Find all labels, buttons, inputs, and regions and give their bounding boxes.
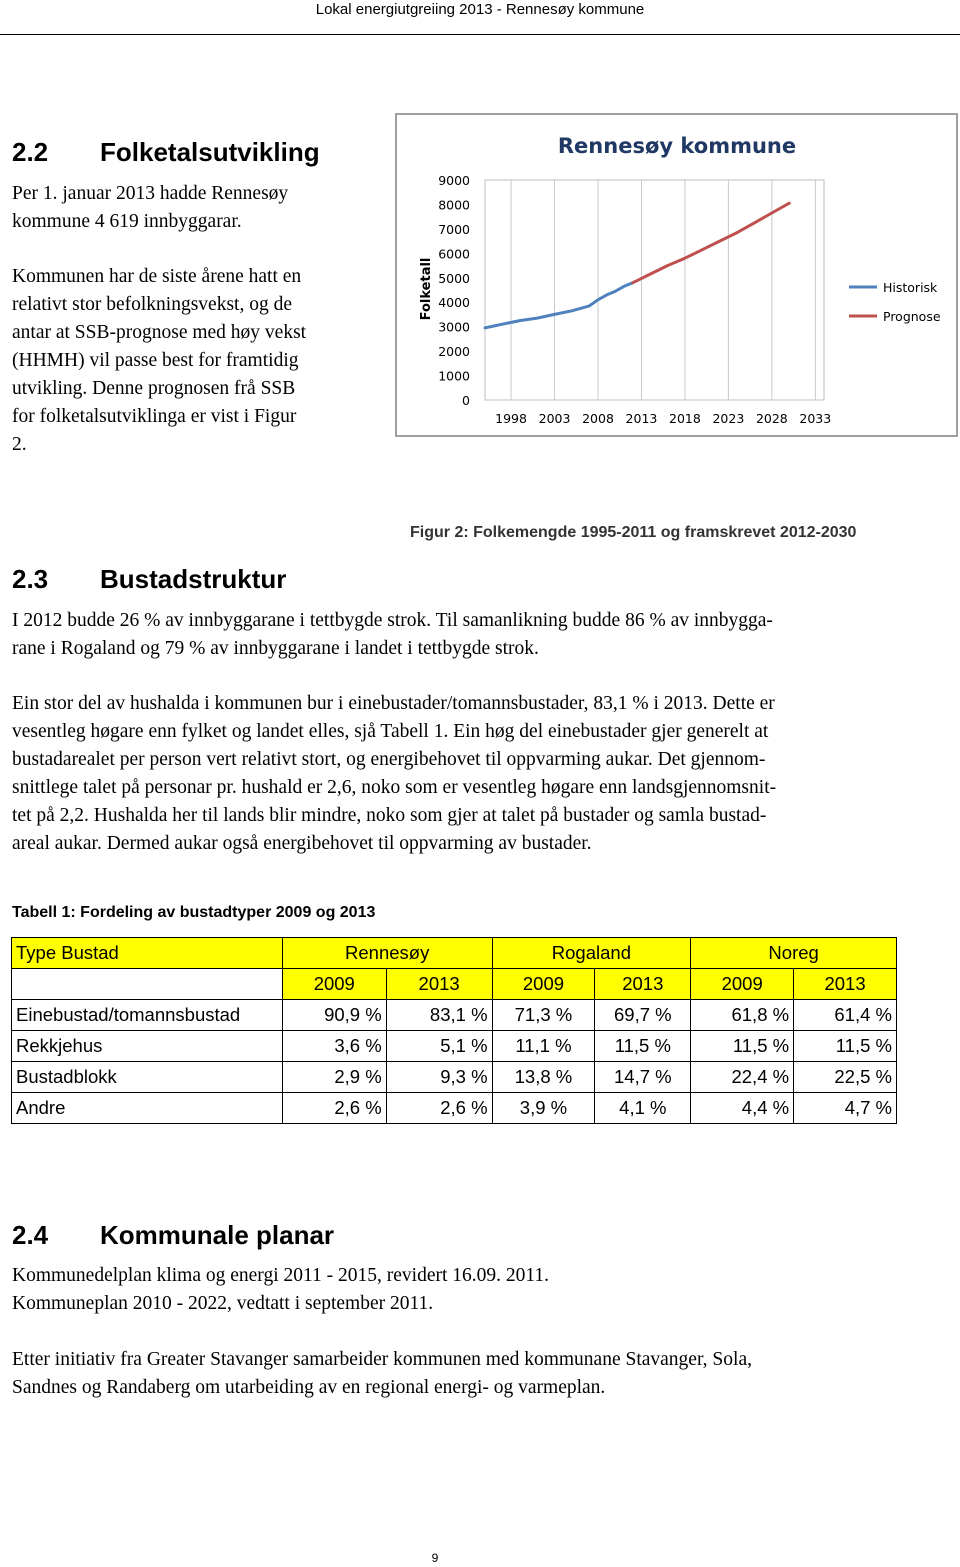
x-tick-label: 2013 <box>625 411 658 426</box>
section-2-4-para1 <box>12 1262 952 1318</box>
text-line: areal aukar. Dermed aukar også energibehovet til oppvarming av bustader. <box>12 833 592 854</box>
text-line: vesentleg høgare enn fylket og landet elles, sjå Tabell 1. Ein høg del einebustader gjer generelt at <box>12 721 769 742</box>
table-cell: 2,9 % <box>282 1062 386 1093</box>
figure-caption: Figur 2: Folkemengde 1995-2011 og framskrevet 2012-2030 <box>410 524 857 541</box>
chart-title: Rennesøy kommune <box>557 134 797 158</box>
section-2-3-para2 <box>12 690 952 858</box>
year-header: 2013 <box>595 969 691 1000</box>
text-line: Ein stor del av hushalda i kommunen bur i einebustader/tomannsbustader, 83,1 % i 2013. Dette er <box>12 693 775 714</box>
x-tick-label: 1998 <box>495 411 527 426</box>
table-cell: 11,5 % <box>595 1031 691 1062</box>
text-line: Etter initiativ fra Greater Stavanger samarbeider kommunen med kommunane Stavanger, Sola, <box>12 1349 752 1370</box>
section-title: Folketalsutvikling <box>100 137 320 167</box>
text-line: antar at SSB-prognose med høy vekst <box>12 322 307 343</box>
section-2-3-heading <box>12 564 286 595</box>
year-header: 2009 <box>691 969 794 1000</box>
table-cell: 11,1 % <box>492 1031 595 1062</box>
y-tick-label: 7000 <box>438 221 470 237</box>
y-tick-label: 2000 <box>438 344 470 360</box>
empty-cell <box>12 969 283 1000</box>
table-cell: 5,1 % <box>386 1031 492 1062</box>
table-cell: 4,1 % <box>595 1093 691 1124</box>
region-header: Noreg <box>691 938 897 969</box>
header-rule <box>0 34 960 35</box>
text-line: snittlege talet på personar pr. hushald er 2,6, noko som er vesentleg høgare enn landsgjennomsnit- <box>12 777 777 798</box>
section-2-2-para2 <box>12 263 387 459</box>
table-cell: 9,3 % <box>386 1062 492 1093</box>
table-year-row <box>12 969 897 1000</box>
text-line: relativt stor befolkningsvekst, og de <box>12 294 292 315</box>
table-row <box>12 1093 897 1124</box>
section-number: 2.3 <box>12 564 49 594</box>
text-line: utvikling. Denne prognosen frå SSB <box>12 378 296 399</box>
table-cell: 22,4 % <box>691 1062 794 1093</box>
section-2-4-heading <box>12 1220 334 1251</box>
table-row <box>12 1000 897 1031</box>
y-tick-label: 0 <box>462 393 470 408</box>
section-title: Bustadstruktur <box>100 564 287 594</box>
text-line: Sandnes og Randaberg om utarbeiding av en regional energi- og varmeplan. <box>12 1377 606 1398</box>
section-title: Kommunale planar <box>100 1220 335 1250</box>
section-number: 2.2 <box>12 137 49 167</box>
table-cell: 13,8 % <box>492 1062 595 1093</box>
text-line: bustadarealet per person vert relativt stort, og energibehovet til oppvarming aukar. Det gjennom- <box>12 749 766 770</box>
y-tick-label: 1000 <box>438 368 470 384</box>
section-2-2-heading <box>12 137 320 168</box>
text-line: 2. <box>12 434 27 455</box>
table-cell: 3,9 % <box>492 1093 595 1124</box>
table-cell: 4,4 % <box>691 1093 794 1124</box>
series-line-historisk <box>485 283 633 328</box>
y-tick-label: 8000 <box>438 197 470 213</box>
row-label: Rekkjehus <box>12 1031 283 1062</box>
x-tick-label: 2023 <box>712 411 745 426</box>
section-2-2-para1 <box>12 180 382 236</box>
table-cell: 2,6 % <box>282 1093 386 1124</box>
row-label: Andre <box>12 1093 283 1124</box>
text-line: Kommunedelplan klima og energi 2011 - 2015, revidert 16.09. 2011. <box>12 1265 550 1286</box>
text-line: rane i Rogaland og 79 % av innbyggarane i landet i tettbygde strok. <box>12 638 539 659</box>
text-line: Kommunen har de siste årene hatt en <box>12 266 302 287</box>
section-2-4-para2 <box>12 1346 952 1402</box>
year-header: 2013 <box>794 969 897 1000</box>
text-line: for folketalsutviklinga er vist i Figur <box>12 406 297 427</box>
legend-label: Historisk <box>883 280 938 295</box>
section-2-3-para1 <box>12 607 952 663</box>
table-cell: 14,7 % <box>595 1062 691 1093</box>
year-header: 2013 <box>386 969 492 1000</box>
x-tick-label: 2028 <box>755 411 788 426</box>
table-cell: 83,1 % <box>386 1000 492 1031</box>
population-chart <box>395 113 958 437</box>
row-label: Einebustad/tomannsbustad <box>12 1000 283 1031</box>
x-tick-label: 2008 <box>582 411 614 426</box>
y-tick-label: 5000 <box>438 270 470 286</box>
region-header: Rogaland <box>492 938 691 969</box>
table-cell: 4,7 % <box>794 1093 897 1124</box>
x-tick-label: 2018 <box>669 411 701 426</box>
table-cell: 61,4 % <box>794 1000 897 1031</box>
table-cell: 11,5 % <box>794 1031 897 1062</box>
text-line: tet på 2,2. Hushalda her til lands blir mindre, noko som gjer at talet på bustader og samla bustad- <box>12 805 767 826</box>
x-tick-label: 2003 <box>538 411 571 426</box>
page-header: Lokal energiutgreiing 2013 - Rennesøy kommune <box>315 1 645 18</box>
text-line: (HHMH) vil passe best for framtidig <box>12 350 299 371</box>
housing-table <box>11 937 897 1124</box>
year-header: 2009 <box>282 969 386 1000</box>
table-row <box>12 1062 897 1093</box>
region-header: Rennesøy <box>282 938 492 969</box>
y-tick-label: 4000 <box>438 295 470 311</box>
year-header: 2009 <box>492 969 595 1000</box>
series-line-prognose <box>633 203 789 283</box>
table-cell: 22,5 % <box>794 1062 897 1093</box>
text-line: kommune 4 619 innbyggarar. <box>12 211 242 232</box>
legend-label: Prognose <box>883 309 941 324</box>
table-caption: Tabell 1: Fordeling av bustadtyper 2009 og 2013 <box>12 904 376 921</box>
text-line: Per 1. januar 2013 hadde Rennesøy <box>12 183 289 204</box>
table-cell: 71,3 % <box>492 1000 595 1031</box>
y-tick-label: 3000 <box>438 319 470 335</box>
text-line: Kommuneplan 2010 - 2022, vedtatt i september 2011. <box>12 1293 434 1314</box>
table-cell: 3,6 % <box>282 1031 386 1062</box>
row-label: Bustadblokk <box>12 1062 283 1093</box>
col-header-type: Type Bustad <box>12 938 283 969</box>
table-cell: 90,9 % <box>282 1000 386 1031</box>
text-line: I 2012 budde 26 % av innbyggarane i tettbygde strok. Til samanlikning budde 86 % av innbygga- <box>12 610 773 631</box>
table-cell: 69,7 % <box>595 1000 691 1031</box>
x-tick-label: 2033 <box>799 411 832 426</box>
section-number: 2.4 <box>12 1220 49 1250</box>
chart-svg <box>397 115 956 435</box>
table-header-row <box>12 938 897 969</box>
y-tick-label: 9000 <box>438 173 470 188</box>
table-row <box>12 1031 897 1062</box>
y-axis-label: Folketall <box>419 257 434 321</box>
table-cell: 61,8 % <box>691 1000 794 1031</box>
table-cell: 11,5 % <box>691 1031 794 1062</box>
y-tick-label: 6000 <box>438 246 470 262</box>
table-cell: 2,6 % <box>386 1093 492 1124</box>
page-number: 9 <box>431 1551 439 1565</box>
